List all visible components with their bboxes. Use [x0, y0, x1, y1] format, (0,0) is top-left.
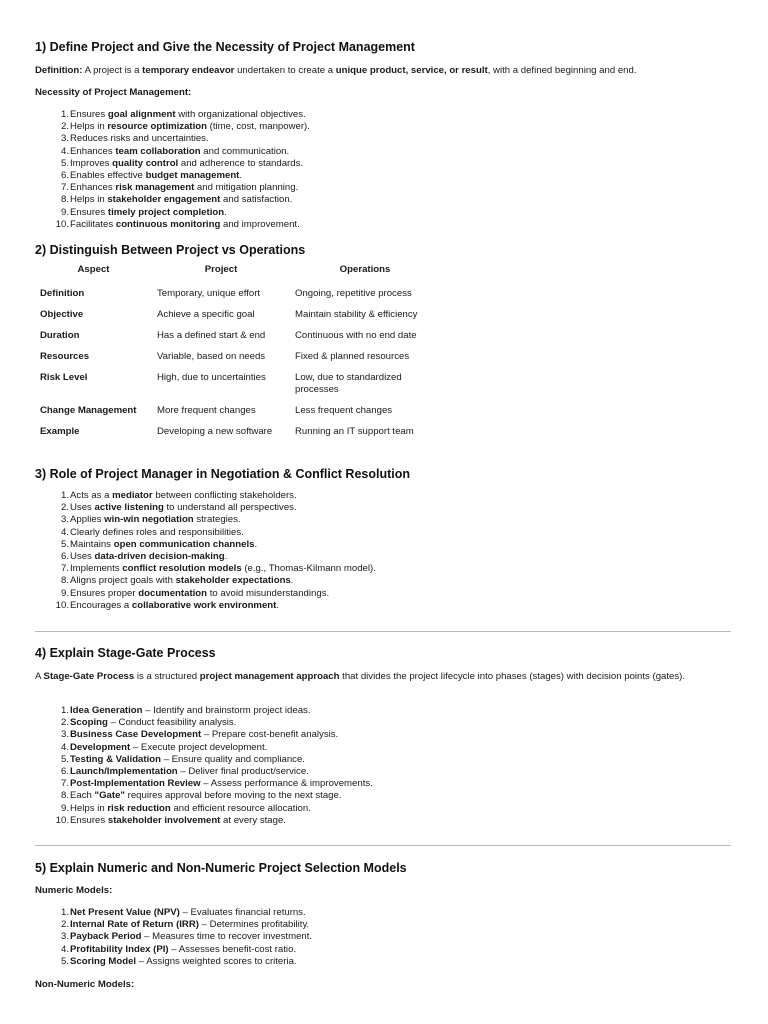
list-number: 10. — [55, 599, 69, 611]
item-keyword: quality control — [112, 157, 179, 169]
item-text: and improvement. — [220, 218, 300, 230]
item-keyword: Business Case Development — [70, 729, 202, 741]
stage-gate-intro — [35, 671, 734, 683]
stage-gate-list — [35, 705, 373, 827]
table-row — [35, 284, 440, 305]
item-text: Enables effective — [70, 169, 146, 181]
item-text: Enhances — [70, 145, 116, 157]
aspect-cell: Example — [40, 425, 80, 437]
item-text: Encourages a — [70, 599, 132, 611]
list-item — [35, 742, 373, 754]
table-row — [35, 326, 440, 347]
item-keyword: "Gate" — [94, 790, 125, 802]
list-number: 9. — [60, 802, 69, 814]
item-text: – Deliver final product/service. — [177, 765, 309, 777]
divider — [35, 631, 731, 632]
numeric-label: Numeric Models: — [35, 885, 113, 896]
list-number: 6. — [60, 550, 69, 562]
table-header-row — [35, 262, 440, 284]
list-item — [35, 600, 376, 612]
list-number: 3. — [60, 514, 69, 526]
section-2-heading: 2) Distinguish Between Project vs Operations — [35, 243, 306, 257]
item-text: Ensures — [70, 109, 108, 120]
list-number: 3. — [60, 133, 69, 145]
list-number: 2. — [60, 919, 69, 931]
item-text: Aligns project goals with — [70, 575, 176, 587]
list-number: 7. — [60, 778, 69, 790]
list-item — [35, 588, 376, 600]
item-text: – Evaluates financial returns. — [179, 907, 306, 918]
necessity-label: Necessity of Project Management: — [35, 87, 192, 98]
list-item — [35, 490, 376, 502]
item-text: and mitigation planning. — [194, 182, 299, 194]
item-keyword: timely project completion — [107, 206, 225, 218]
operations-cell: Running an IT support team — [295, 425, 414, 437]
item-keyword: conflict resolution models — [122, 563, 242, 575]
list-number: 8. — [60, 790, 69, 802]
table-row — [35, 400, 440, 421]
item-text: (e.g., Thomas-Kilmann model). — [241, 563, 376, 575]
project-cell: Achieve a specific goal — [157, 309, 255, 320]
item-text: Improves — [70, 157, 113, 169]
item-text: and communication. — [200, 145, 290, 157]
list-item — [35, 539, 376, 551]
header-aspect: Aspect — [77, 264, 110, 275]
item-text: Applies — [70, 514, 105, 526]
text-span: , with a defined beginning and end. — [487, 65, 637, 76]
list-item — [35, 133, 310, 145]
definition-paragraph — [35, 65, 734, 77]
list-number: 4. — [60, 741, 69, 753]
list-number: 4. — [60, 145, 69, 157]
operations-cell: Less frequent changes — [295, 404, 393, 416]
item-keyword: goal alignment — [107, 109, 176, 120]
comparison-table — [35, 262, 440, 442]
item-text: . — [276, 599, 280, 611]
operations-cell: Fixed & planned resources — [295, 351, 410, 362]
item-text: with organizational objectives. — [175, 109, 306, 120]
list-number: 3. — [60, 729, 69, 741]
operations-cell: Ongoing, repetitive process — [295, 288, 412, 299]
list-item — [35, 956, 312, 968]
item-text: Enhances — [70, 182, 116, 194]
table-row — [35, 421, 440, 442]
list-item — [35, 563, 376, 575]
list-item — [35, 502, 376, 514]
list-number: 8. — [60, 194, 69, 206]
item-keyword: mediator — [112, 490, 153, 501]
list-item — [35, 717, 373, 729]
list-item — [35, 219, 310, 231]
item-text: . — [224, 206, 227, 218]
item-text: Helps in — [70, 194, 108, 206]
item-text: . — [254, 538, 258, 550]
list-number: 2. — [60, 717, 69, 729]
list-item — [35, 803, 373, 815]
item-text: Helps in — [70, 121, 108, 133]
item-keyword: Launch/Implementation — [70, 765, 178, 777]
item-keyword: Payback Period — [70, 931, 142, 943]
item-keyword: Scoring Model — [70, 955, 137, 967]
item-keyword: risk management — [115, 182, 195, 194]
item-text: Each — [70, 790, 95, 802]
item-keyword: collaborative work environment — [131, 599, 277, 611]
item-text: Ensures — [70, 814, 108, 826]
text-span: A — [35, 671, 44, 682]
item-text: at every stage. — [220, 814, 286, 826]
non-numeric-label: Non-Numeric Models: — [35, 979, 135, 990]
item-text: Acts as a — [70, 490, 113, 501]
item-text: – Assesses benefit-cost ratio. — [168, 943, 297, 955]
list-number: 6. — [60, 169, 69, 181]
text-span: that divides the project lifecycle into phases (stages) with decision points (gates). — [339, 671, 686, 682]
item-keyword: stakeholder involvement — [107, 814, 221, 826]
list-item — [35, 944, 312, 956]
list-number: 1. — [60, 907, 69, 918]
list-item — [35, 551, 376, 563]
item-text: Facilitates — [70, 218, 116, 230]
header-project: Project — [204, 264, 238, 275]
list-item — [35, 109, 310, 121]
item-text: – Measures time to recover investment. — [141, 931, 313, 943]
divider — [35, 845, 731, 846]
list-item — [35, 194, 310, 206]
item-keyword: open communication channels — [113, 538, 255, 550]
list-item — [35, 778, 373, 790]
bold-span: unique product, service, or result — [335, 65, 488, 76]
definition-label: Definition: — [35, 65, 83, 76]
item-text: to understand all perspectives. — [163, 502, 297, 514]
bold-span: project management approach — [199, 671, 340, 682]
list-number: 3. — [60, 931, 69, 943]
list-number: 9. — [60, 587, 69, 599]
list-number: 7. — [60, 182, 69, 194]
item-keyword: Internal Rate of Return (IRR) — [70, 919, 199, 931]
item-text: – Identify and brainstorm project ideas. — [142, 705, 311, 716]
list-item — [35, 121, 310, 133]
item-text: – Conduct feasibility analysis. — [107, 717, 237, 729]
list-number: 9. — [60, 206, 69, 218]
item-text: Clearly defines roles and responsibilities. — [70, 526, 244, 538]
list-number: 5. — [60, 538, 69, 550]
list-item — [35, 146, 310, 158]
list-item — [35, 931, 312, 943]
item-keyword: documentation — [138, 587, 208, 599]
item-text: Reduces risks and uncertainties. — [70, 133, 209, 145]
list-item — [35, 705, 373, 717]
item-text: Implements — [70, 563, 123, 575]
item-text: and efficient resource allocation. — [170, 802, 311, 814]
list-item — [35, 158, 310, 170]
item-text: Helps in — [70, 802, 108, 814]
list-item — [35, 815, 373, 827]
necessity-list — [35, 109, 310, 231]
item-text: – Determines profitability. — [199, 919, 310, 931]
header-operations: Operations — [339, 264, 391, 275]
item-text: . — [239, 169, 243, 181]
item-keyword: resource optimization — [107, 121, 208, 133]
list-number: 2. — [60, 121, 69, 133]
aspect-cell: Risk Level — [40, 372, 88, 383]
table-row — [35, 305, 440, 326]
item-keyword: Scoping — [70, 717, 108, 729]
aspect-cell: Definition — [40, 288, 85, 299]
list-number: 10. — [55, 218, 69, 230]
list-item — [35, 766, 373, 778]
operations-cell: Continuous with no end date — [295, 330, 417, 341]
item-text: strategies. — [193, 514, 241, 526]
text-span: is a structured — [134, 671, 200, 682]
item-text: – Prepare cost-benefit analysis. — [201, 729, 339, 741]
item-text: . — [224, 550, 228, 562]
item-text: to avoid misunderstandings. — [207, 587, 330, 599]
section-3-heading: 3) Role of Project Manager in Negotiation & Conflict Resolution — [35, 467, 411, 481]
project-cell: Has a defined start & end — [157, 330, 266, 341]
item-text: and satisfaction. — [220, 194, 293, 206]
aspect-cell: Change Management — [40, 404, 137, 416]
item-text: Uses — [70, 502, 95, 514]
list-item — [35, 790, 373, 802]
list-item — [35, 207, 310, 219]
item-keyword: continuous monitoring — [115, 218, 221, 230]
numeric-models-label — [35, 885, 734, 897]
item-text: Uses — [70, 550, 95, 562]
item-text: Ensures — [70, 206, 108, 218]
item-text: – Assigns weighted scores to criteria. — [136, 955, 297, 967]
item-keyword: Net Present Value (NPV) — [70, 907, 180, 918]
item-keyword: Development — [70, 741, 131, 753]
item-keyword: active listening — [94, 502, 164, 514]
section-5-heading: 5) Explain Numeric and Non-Numeric Project Selection Models — [35, 861, 407, 875]
table-row — [35, 368, 440, 401]
necessity-subheading — [35, 87, 734, 99]
table-row — [35, 347, 440, 368]
item-keyword: Idea Generation — [70, 705, 143, 716]
project-cell: Temporary, unique effort — [157, 288, 261, 299]
aspect-cell: Resources — [40, 351, 90, 362]
aspect-cell: Objective — [40, 309, 84, 320]
list-number: 8. — [60, 575, 69, 587]
aspect-cell: Duration — [40, 330, 80, 341]
operations-cell: Maintain stability & efficiency — [295, 309, 418, 320]
list-number: 2. — [60, 502, 69, 514]
item-keyword: stakeholder expectations — [175, 575, 291, 587]
list-item — [35, 907, 312, 919]
item-text: requires approval before moving to the next stage. — [124, 790, 342, 802]
item-text: between conflicting stakeholders. — [152, 490, 297, 501]
list-number: 5. — [60, 955, 69, 967]
negotiation-list — [35, 490, 376, 612]
item-text: . — [290, 575, 294, 587]
list-number: 5. — [60, 753, 69, 765]
project-cell: Developing a new software — [157, 425, 273, 437]
list-number: 1. — [60, 109, 69, 120]
numeric-models-list — [35, 907, 312, 968]
list-item — [35, 754, 373, 766]
item-text: – Execute project development. — [130, 741, 268, 753]
list-item — [35, 514, 376, 526]
item-keyword: Testing & Validation — [70, 753, 161, 765]
item-keyword: Post-Implementation Review — [70, 778, 201, 790]
item-text: and adherence to standards. — [178, 157, 304, 169]
list-number: 4. — [60, 526, 69, 538]
list-item — [35, 729, 373, 741]
item-keyword: risk reduction — [107, 802, 171, 814]
list-number: 1. — [60, 490, 69, 501]
item-keyword: stakeholder engagement — [107, 194, 221, 206]
text-span: A project is a — [82, 65, 143, 76]
list-item — [35, 182, 310, 194]
section-4-heading: 4) Explain Stage-Gate Process — [35, 646, 216, 660]
section-1-heading: 1) Define Project and Give the Necessity of Project Management — [35, 40, 415, 54]
list-item — [35, 527, 376, 539]
item-keyword: team collaboration — [115, 145, 201, 157]
item-text: Ensures proper — [70, 587, 139, 599]
list-item — [35, 170, 310, 182]
project-cell: Variable, based on needs — [157, 351, 266, 362]
operations-cell: Low, due to standardized processes — [295, 372, 402, 395]
list-item — [35, 575, 376, 587]
list-number: 6. — [60, 765, 69, 777]
item-text: Maintains — [70, 538, 114, 550]
bold-span: Stage-Gate Process — [43, 671, 135, 682]
bold-span: temporary endeavor — [142, 65, 235, 76]
item-text: (time, cost, manpower). — [207, 121, 310, 133]
item-keyword: budget management — [145, 169, 240, 181]
item-keyword: Profitability Index (PI) — [70, 943, 169, 955]
list-number: 10. — [55, 814, 69, 826]
project-cell: High, due to uncertainties — [157, 372, 266, 383]
non-numeric-models-label — [35, 979, 734, 991]
item-keyword: win-win negotiation — [104, 514, 194, 526]
list-number: 7. — [60, 563, 69, 575]
project-cell: More frequent changes — [157, 404, 256, 416]
item-text: – Assess performance & improvements. — [200, 778, 373, 790]
list-number: 4. — [60, 943, 69, 955]
item-text: – Ensure quality and compliance. — [160, 753, 305, 765]
list-number: 1. — [60, 705, 69, 716]
list-item — [35, 919, 312, 931]
text-span: undertaken to create a — [234, 65, 336, 76]
item-keyword: data-driven decision-making — [94, 550, 225, 562]
list-number: 5. — [60, 157, 69, 169]
